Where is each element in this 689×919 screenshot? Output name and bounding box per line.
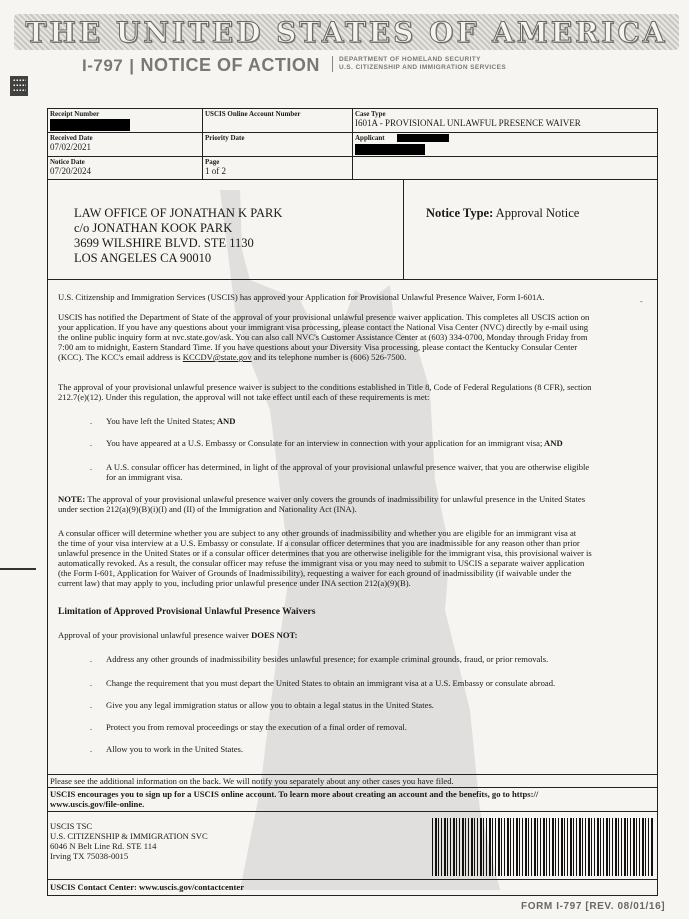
office-address bbox=[50, 821, 208, 861]
margin-dash: - bbox=[640, 297, 643, 306]
condition-interview bbox=[106, 438, 563, 448]
notice-date-cell bbox=[48, 157, 203, 179]
note-line-1 bbox=[58, 494, 585, 504]
bullet-dot: . bbox=[90, 463, 92, 472]
office-line-3: 6046 N Belt Line Rd. STE 114 bbox=[50, 841, 157, 851]
priority-label: Priority Date bbox=[205, 134, 245, 142]
bullet-dot: . bbox=[90, 679, 92, 688]
footer-rule bbox=[48, 787, 657, 788]
kcc-phone-text: and its telephone number is (606) 526-7500. bbox=[251, 352, 407, 362]
receipt-cell bbox=[48, 109, 203, 133]
consular-line-6: current law) that may apply to you, including prior unlawful presence under INA section 212(a)(9)(B). bbox=[58, 578, 411, 588]
form-number: I-797 bbox=[82, 56, 124, 75]
condition-left-us-and: AND bbox=[215, 416, 236, 426]
consular-line-2: the time of your visa interview at a U.S. Embassy or consulate. If a consular officer determines that you are inadmissible for any reason other than prior bbox=[58, 538, 580, 548]
limitation-5: Allow you to work in the United States. bbox=[106, 744, 244, 754]
received-label: Received Date bbox=[50, 134, 93, 142]
office-line-1: USCIS TSC bbox=[50, 821, 93, 831]
page-value: 1 of 2 bbox=[205, 166, 226, 176]
applicant-name-redaction bbox=[355, 144, 425, 155]
bullet-dot: . bbox=[90, 723, 92, 732]
online-account-promo bbox=[50, 789, 538, 809]
office-line-2: U.S. CITIZENSHIP & IMMIGRATION SVC bbox=[50, 831, 208, 841]
approval-paragraph: U.S. Citizenship and Immigration Services (USCIS) has approved your Application for Provisional Unlawful Presence Waiver, Form I-601A. bbox=[58, 292, 545, 302]
margin-line bbox=[0, 568, 36, 570]
condition-eligible bbox=[106, 462, 589, 482]
address-line-2: c/o JONATHAN KOOK PARK bbox=[74, 221, 233, 235]
banner bbox=[14, 14, 679, 50]
notification-line-1: USCIS has notified the Department of State of the approval of your provisional unlawful presence waiver application. This completes all USCIS action on bbox=[58, 312, 590, 322]
conditions-line-2: 212.7(e)(12). Under this regulation, the approval will not take effect until each of these requirements is met: bbox=[58, 392, 430, 402]
mailing-address bbox=[74, 206, 282, 266]
consular-line-3: unlawful presence in the United States or if a consular officer determines that you are otherwise ineligible for the immigrant visa, this provisional waiver is bbox=[58, 548, 592, 558]
form-heading: I-797 | NOTICE OF ACTION bbox=[82, 55, 320, 75]
notice-type-value: Approval Notice bbox=[495, 206, 580, 220]
limitations-heading: Limitation of Approved Provisional Unlawful Presence Waivers bbox=[58, 607, 316, 617]
form-title: NOTICE OF ACTION bbox=[140, 55, 320, 75]
agency-line-1: DEPARTMENT OF HOMELAND SECURITY bbox=[339, 56, 481, 63]
case-type-cell bbox=[353, 109, 657, 133]
limitations-intro-bold: DOES NOT: bbox=[251, 630, 298, 640]
bullet-dot: . bbox=[90, 701, 92, 710]
address-line-3: 3699 WILSHIRE BLVD. STE 1130 bbox=[74, 236, 254, 250]
consular-line-4: automatically revoked. As a result, the consular officer may refuse the immigrant visa or you may need to submit to USCIS a separate waiver application bbox=[58, 558, 585, 568]
form-revision: FORM I-797 [REV. 08/01/16] bbox=[521, 901, 666, 912]
barcode bbox=[432, 818, 654, 876]
applicant-cell bbox=[353, 133, 657, 157]
consular-line-5: (the Form I-601, Application for Waiver of Grounds of Inadmissibility), requesting a waiver for each ground of inadmissibility (if waivable under the bbox=[58, 568, 572, 578]
online-promo-line-1: USCIS encourages you to sign up for a USCIS online account. To learn more about creating an account and the benefits, go to https:// bbox=[50, 789, 539, 799]
receipt-redaction bbox=[50, 119, 130, 131]
consular-line-1: A consular officer will determine whether you are subject to any other grounds of inadmissibility and whether you are eligible for an immigrant visa at bbox=[58, 528, 577, 538]
bullet-dot: . bbox=[90, 417, 92, 426]
limitation-1: Address any other grounds of inadmissibility besides unlawful presence; for example criminal grounds, fraud, or prior removals. bbox=[106, 654, 549, 664]
footer-rule bbox=[48, 811, 657, 812]
note-line-2: under section 212(a)(9)(B)(i)(I) and (II) of the Immigration and Nationality Act (INA). bbox=[58, 504, 357, 514]
limitation-4: Protect you from removal proceedings or stay the execution of a final order of removal. bbox=[106, 722, 407, 732]
conditions-line-1: The approval of your provisional unlawful presence waiver is subject to the conditions established in Title 8, Code of Federal Regulations (8 CFR), section bbox=[58, 382, 592, 392]
receipt-label: Receipt Number bbox=[50, 110, 100, 118]
notification-line-5 bbox=[58, 352, 589, 362]
banner-title: THE UNITED STATES OF AMERICA bbox=[25, 15, 668, 49]
condition-eligible-line-2: for an immigrant visa. bbox=[106, 472, 183, 482]
notification-line-4: 7:00 am to midnight, Eastern Standard Time. If you have questions about your Diversity Visa processing, please contact the Kentucky Consular Center bbox=[58, 342, 578, 352]
online-account-cell bbox=[203, 109, 353, 133]
online-account-label: USCIS Online Account Number bbox=[205, 110, 301, 118]
limitations-intro bbox=[58, 630, 297, 640]
case-type-value: I601A - PROVISIONAL UNLAWFUL PRESENCE WAIVER bbox=[355, 118, 581, 128]
additional-info: Please see the additional information on the back. We will notify you separately about any other cases you have filed. bbox=[50, 776, 454, 786]
condition-interview-text: You have appeared at a U.S. Embassy or Consulate for an interview in connection with your application for an immigrant visa; bbox=[106, 438, 543, 448]
conditions-paragraph bbox=[58, 382, 591, 402]
address-line-4: LOS ANGELES CA 90010 bbox=[74, 251, 212, 265]
limitation-2: Change the requirement that you must depart the United States to obtain an immigrant visa at a U.S. Embassy or consulate abroad. bbox=[106, 678, 556, 688]
notice-type bbox=[426, 206, 579, 221]
note-text: The approval of your provisional unlawful presence waiver only covers the grounds of inadmissibility for unlawful presence in the United States bbox=[85, 494, 586, 504]
page-label: Page bbox=[205, 158, 220, 166]
notice-type-label: Notice Type: bbox=[426, 206, 494, 220]
consular-paragraph bbox=[58, 528, 592, 588]
qr-code bbox=[10, 76, 28, 96]
note-paragraph bbox=[58, 494, 585, 514]
applicant-id-redaction bbox=[397, 134, 449, 142]
kcc-email-intro: (KCC). The KCC's email address is bbox=[58, 352, 183, 362]
limitation-3: Give you any legal immigration status or allow you to obtain a legal status in the United States. bbox=[106, 700, 434, 710]
notification-line-2: your application. If you have any questions about your immigrant visa processing, please contact the National Visa Center (NVC) directly by e-mail using bbox=[58, 322, 589, 332]
footer-rule bbox=[48, 879, 657, 880]
case-type-label: Case Type bbox=[355, 110, 386, 118]
bullet-dot: . bbox=[90, 655, 92, 664]
agency-line-2: U.S. CITIZENSHIP AND IMMIGRATION SERVICES bbox=[339, 64, 507, 71]
address-divider bbox=[403, 180, 404, 280]
case-header-table bbox=[47, 108, 658, 180]
bullet-dot: . bbox=[90, 745, 92, 754]
condition-eligible-line-1: A U.S. consular officer has determined, in light of the approval of your provisional unlawful presence waiver, that you are otherwise eligible bbox=[106, 462, 590, 472]
online-promo-line-2[interactable]: www.uscis.gov/file-online. bbox=[50, 799, 145, 809]
address-line-1: LAW OFFICE OF JONATHAN K PARK bbox=[74, 206, 283, 220]
notice-date-label: Notice Date bbox=[50, 158, 85, 166]
office-line-4: Irving TX 75038-0015 bbox=[50, 851, 129, 861]
note-label: NOTE: bbox=[58, 494, 86, 504]
kcc-email-link[interactable]: KCCDV@state.gov bbox=[182, 352, 252, 362]
notice-date-value: 07/20/2024 bbox=[50, 166, 92, 176]
bullet-dot: . bbox=[90, 439, 92, 448]
notification-paragraph bbox=[58, 312, 589, 362]
address-block bbox=[47, 180, 658, 280]
condition-interview-and: AND bbox=[542, 438, 563, 448]
condition-left-us bbox=[106, 416, 235, 426]
priority-cell bbox=[203, 133, 353, 157]
condition-left-us-text: You have left the United States; bbox=[106, 416, 216, 426]
agency-name bbox=[332, 56, 506, 72]
page-cell bbox=[203, 157, 353, 179]
received-cell bbox=[48, 133, 203, 157]
notification-line-3: the online public inquiry form at nvc.state.gov/ask. You can also call NVC's Customer Assistance Center at (603) 334-0700, Monday through Friday from bbox=[58, 332, 588, 342]
contact-center[interactable]: USCIS Contact Center: www.uscis.gov/contactcenter bbox=[50, 882, 245, 892]
limitations-intro-text: Approval of your provisional unlawful presence waiver bbox=[58, 630, 252, 640]
applicant-label: Applicant bbox=[355, 134, 385, 142]
notice-body bbox=[47, 280, 658, 774]
received-value: 07/02/2021 bbox=[50, 142, 92, 152]
